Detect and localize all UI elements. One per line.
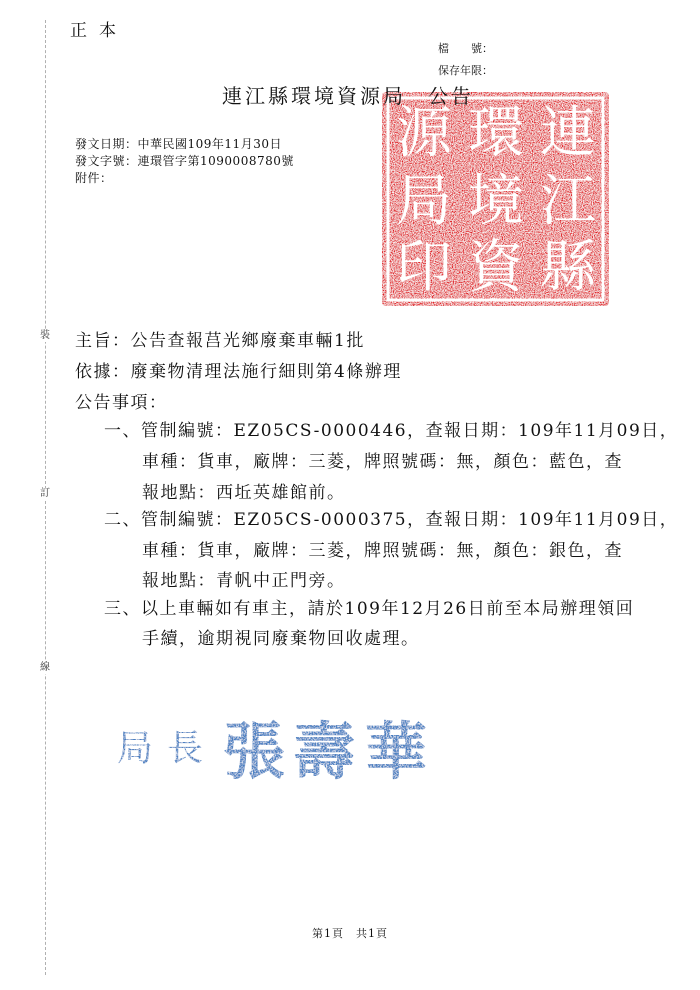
svg-text:張: 張 <box>223 715 286 788</box>
svg-text:印: 印 <box>396 235 452 300</box>
binding-mark-zhuang: 裝 <box>40 330 50 341</box>
copy-mark: 正本 <box>70 21 128 41</box>
svg-text:局: 局 <box>117 728 154 769</box>
svg-text:華: 華 <box>365 715 428 788</box>
official-seal <box>378 88 613 310</box>
svg-text:環: 環 <box>468 101 524 166</box>
director-signature-stamp <box>115 705 445 790</box>
issue-date-label: 發文日期： <box>75 137 138 151</box>
basis-line: 依據：廢棄物清理法施行細則第4條辦理 <box>75 362 402 382</box>
reference-line <box>75 152 294 169</box>
announcement-heading: 公告事項： <box>75 393 168 413</box>
page-number: 第1頁 共1頁 <box>312 927 388 940</box>
file-number-label: 檔 號： <box>438 42 493 55</box>
svg-text:源: 源 <box>396 101 452 166</box>
item-2-line-1: 二、管制編號：EZ05CS-0000375，查報日期：109年11月09日， <box>104 510 679 530</box>
item-1-line-3: 報地點：西坵英雄館前。 <box>142 483 346 503</box>
attachment-line <box>75 169 113 186</box>
reference-value: 連環管字第1090008780號 <box>137 154 294 168</box>
svg-text:江: 江 <box>540 169 596 234</box>
issue-date-line <box>75 135 282 152</box>
binding-mark-xian: 線 <box>40 662 50 673</box>
document-title <box>222 80 474 109</box>
item-2-line-3: 報地點：青帆中正門旁。 <box>142 571 346 591</box>
retention-label: 保存年限： <box>438 64 493 77</box>
agency-name: 連江縣環境資源局 <box>222 84 406 108</box>
item-3-line-1: 三、以上車輛如有車主，請於109年12月26日前至本局辦理領回 <box>104 599 635 619</box>
item-1-line-1: 一、管制編號：EZ05CS-0000446，查報日期：109年11月09日， <box>104 421 679 441</box>
binding-mark-ding: 訂 <box>40 488 50 499</box>
reference-label: 發文字號： <box>75 154 138 168</box>
attachment-label: 附件： <box>75 171 113 185</box>
issue-date-value: 中華民國109年11月30日 <box>137 137 282 151</box>
svg-text:局: 局 <box>396 169 452 234</box>
document-type: 公告 <box>428 84 474 108</box>
svg-text:壽: 壽 <box>293 715 356 788</box>
item-3-line-2: 手續，逾期視同廢棄物回收處理。 <box>142 629 420 649</box>
svg-text:連: 連 <box>540 101 596 166</box>
item-1-line-2: 車種：貨車，廠牌：三菱，牌照號碼：無，顏色：藍色，查 <box>142 452 623 472</box>
item-2-line-2: 車種：貨車，廠牌：三菱，牌照號碼：無，顏色：銀色，查 <box>142 541 623 561</box>
svg-text:縣: 縣 <box>540 235 596 300</box>
svg-text:境: 境 <box>468 169 524 234</box>
svg-text:長: 長 <box>167 728 204 769</box>
subject-line: 主旨：公告查報莒光鄉廢棄車輛1批 <box>75 331 365 351</box>
svg-text:資: 資 <box>468 235 524 300</box>
